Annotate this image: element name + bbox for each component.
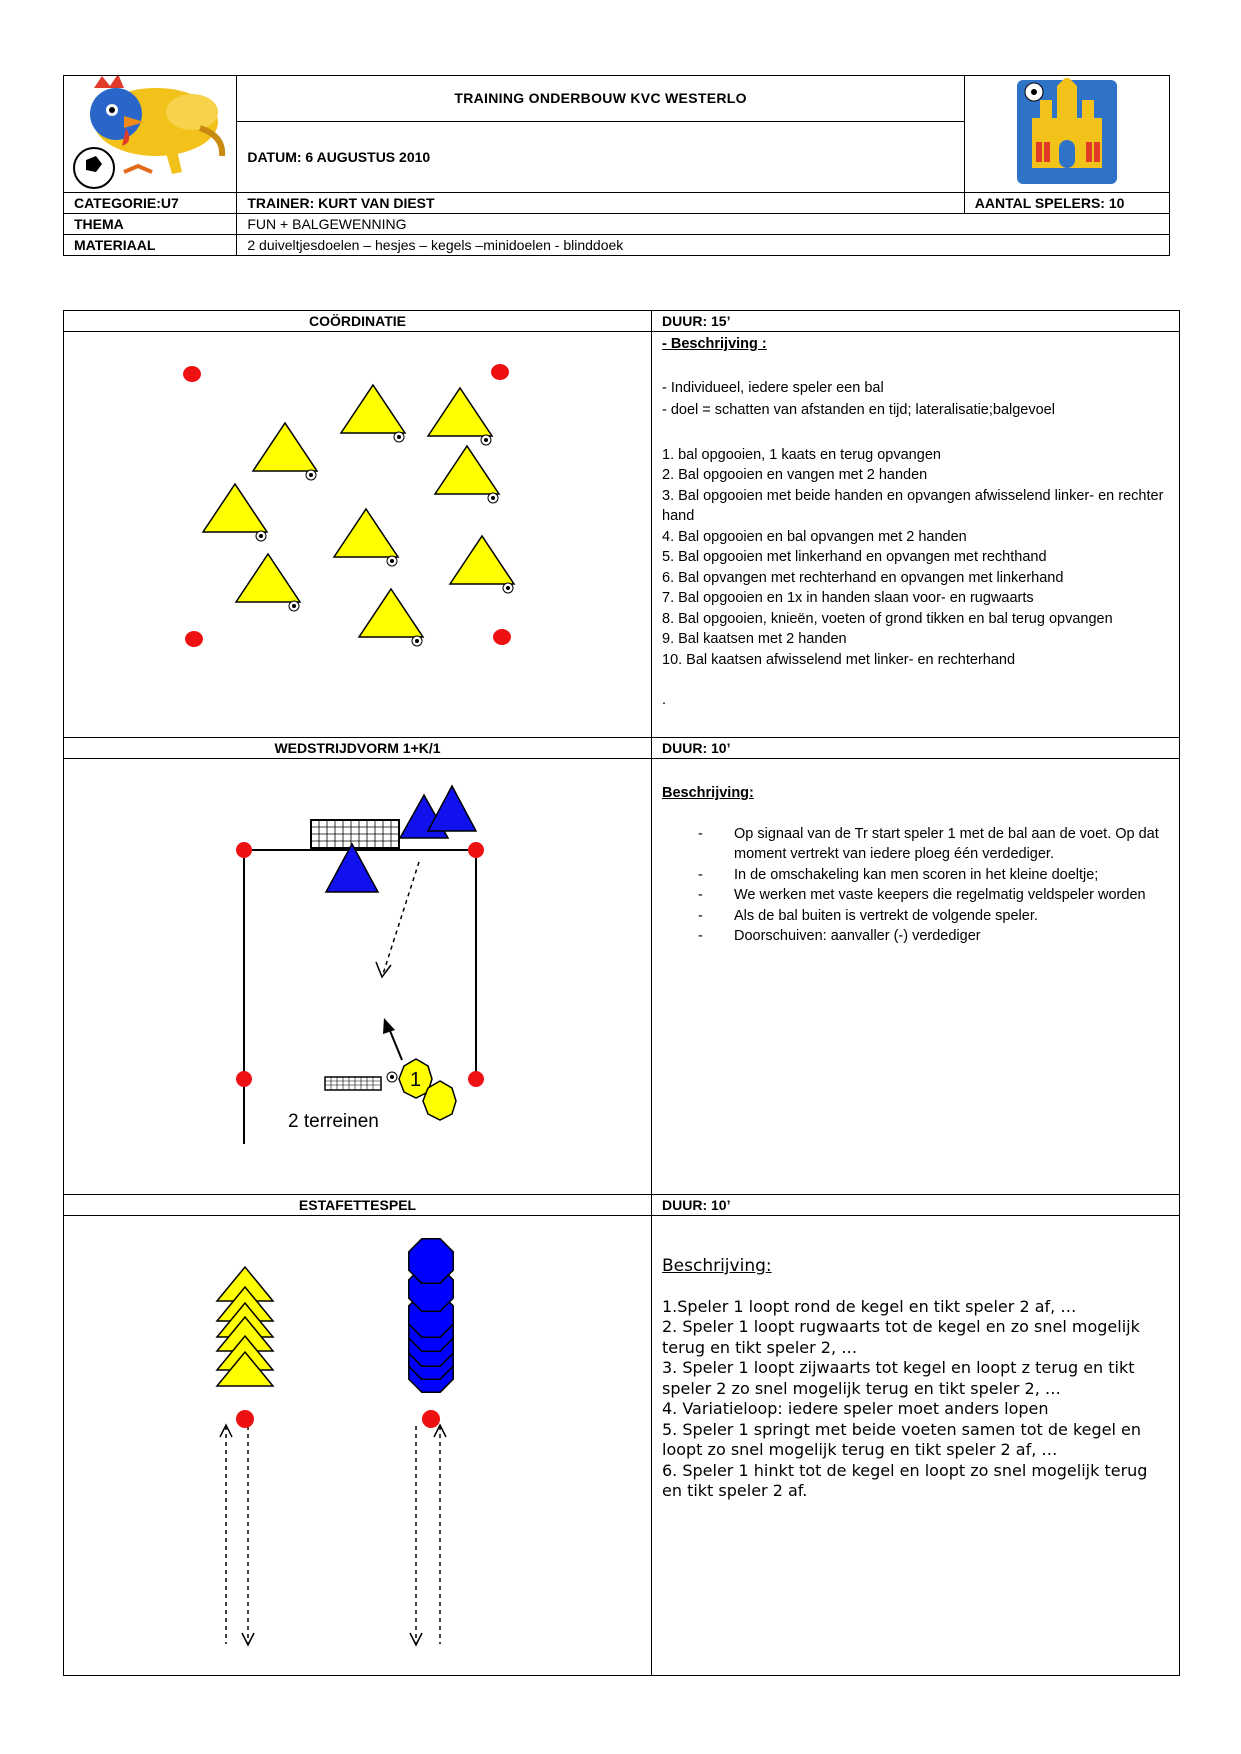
thema-label: THEMA xyxy=(64,214,237,235)
list-item: - Doorschuiven: aanvaller (-) verdediger xyxy=(734,926,1169,947)
datum-field: DATUM: 6 AUGUSTUS 2010 xyxy=(237,121,964,192)
list-item: - Als de bal buiten is vertrekt de volgende speler. xyxy=(734,906,1169,927)
red-marker xyxy=(236,1410,254,1428)
materiaal-value: 2 duiveltjesdoelen – hesjes – kegels –minidoelen - blinddoek xyxy=(237,235,1170,256)
cone-icon xyxy=(253,423,317,471)
list-item: 5. Bal opgooien met linkerhand en opvangen met rechthand xyxy=(662,549,1047,565)
red-marker xyxy=(236,1071,252,1087)
list-item: 7. Bal opgooien en 1x in handen slaan voor- en rugwaarts xyxy=(662,590,1034,606)
list-item: 6. Speler 1 hinkt tot de kegel en loopt zo snel mogelijk terug en tikt speler 2 af. xyxy=(662,1460,1148,1500)
ball-icon xyxy=(503,583,513,593)
trainer-field: TRAINER: KURT VAN DIEST xyxy=(237,193,964,214)
list-item: 1. bal opgooien, 1 kaats en terug opvangen xyxy=(662,446,941,463)
red-marker xyxy=(185,631,203,647)
cone-icon xyxy=(334,509,398,557)
section-description xyxy=(652,759,1180,1195)
description-list xyxy=(662,824,1169,947)
list-item: 1.Speler 1 loopt rond de kegel en tikt speler 2 af, … xyxy=(662,1296,1077,1316)
list-item: 6. Bal opvangen met rechterhand en opvangen met linkerhand xyxy=(662,569,1064,586)
crest-cell xyxy=(964,76,1169,193)
red-marker xyxy=(236,842,252,858)
red-marker xyxy=(183,366,201,382)
list-item: 9. Bal kaatsen met 2 handen xyxy=(662,631,847,647)
section-description xyxy=(652,332,1180,738)
goal-icon xyxy=(311,820,399,848)
description-heading: Beschrijving: xyxy=(662,1256,772,1276)
player-number: 1 xyxy=(410,1069,422,1091)
coordinatie-diagram xyxy=(64,332,651,732)
page-title: TRAINING ONDERBOUW KVC WESTERLO xyxy=(237,76,964,122)
red-marker xyxy=(491,364,509,380)
red-marker xyxy=(493,629,511,645)
ball-icon xyxy=(394,432,404,442)
section-title: WEDSTRIJDVORM 1+K/1 xyxy=(64,738,652,759)
section-duration: DUUR: 15’ xyxy=(652,311,1180,332)
goal-icon xyxy=(325,1077,381,1090)
estafette-diagram xyxy=(64,1216,651,1670)
list-item: 5. Speler 1 springt met beide voeten samen tot de kegel en loopt zo snel mogelijk terug en tikt speler 2 af, … xyxy=(662,1419,1142,1459)
section-title: ESTAFETTESPEL xyxy=(64,1195,652,1216)
red-marker xyxy=(422,1410,440,1428)
cone-icon xyxy=(428,388,492,436)
westerlo-crest-logo xyxy=(1012,78,1122,188)
cone-icon xyxy=(203,484,267,532)
diagram-caption: 2 terreinen xyxy=(288,1111,379,1132)
list-item: 3. Bal opgooien met beide handen en opvangen afwisselend linker- en rechter hand xyxy=(662,487,1164,524)
list-item: 8. Bal opgooien, knieën, voeten of grond tikken en bal terug opvangen xyxy=(662,610,1113,627)
player-octagon xyxy=(409,1239,453,1283)
header-table xyxy=(63,75,1170,256)
estafette-diagram-cell xyxy=(64,1216,652,1676)
section-description xyxy=(652,1216,1180,1676)
red-marker xyxy=(468,842,484,858)
list-item: - Op signaal van de Tr start speler 1 met de bal aan de voet. Op dat moment vertrekt van iedere ploeg één verdediger. xyxy=(734,824,1169,865)
cone-icon xyxy=(450,536,514,584)
list-item: 3. Speler 1 loopt zijwaarts tot kegel en loopt z terug en tikt speler 2 zo snel mogelijk terug en tikt speler 2, … xyxy=(662,1358,1135,1398)
aantal-spelers-field: AANTAL SPELERS: 10 xyxy=(964,193,1169,214)
cone-icon xyxy=(236,554,300,602)
description-intro: - doel = schatten van afstanden en tijd; lateralisatie;balgevoel xyxy=(662,402,1055,418)
mascot-cell xyxy=(64,76,237,193)
cone-icon xyxy=(435,446,499,494)
description-trailer: . xyxy=(662,692,667,708)
list-item: 4. Bal opgooien en bal opvangen met 2 handen xyxy=(662,528,967,545)
ball-icon xyxy=(481,435,491,445)
exercises-table xyxy=(63,310,1180,1676)
description-heading: Beschrijving: xyxy=(662,785,754,801)
ball-icon xyxy=(306,470,316,480)
wedstrijdvorm-diagram-cell xyxy=(64,759,652,1195)
ball-icon xyxy=(256,531,266,541)
ball-icon xyxy=(412,636,422,646)
list-item: - We werken met vaste keepers die regelmatig veldspeler worden xyxy=(734,885,1169,906)
coordinatie-diagram-cell xyxy=(64,332,652,738)
list-item: - In de omschakeling kan men scoren in het kleine doeltje; xyxy=(734,865,1169,886)
ball-icon xyxy=(289,601,299,611)
ball-icon xyxy=(488,493,498,503)
description-heading: - Beschrijving : xyxy=(662,336,767,352)
rooster-mascot-logo xyxy=(64,76,232,189)
list-item: 2. Bal opgooien en vangen met 2 handen xyxy=(662,467,928,483)
cone-icon xyxy=(326,844,378,892)
section-title: COÖRDINATIE xyxy=(64,311,652,332)
categorie-field: CATEGORIE:U7 xyxy=(64,193,237,214)
description-intro: - Individueel, iedere speler een bal xyxy=(662,379,884,396)
section-duration: DUUR: 10’ xyxy=(652,1195,1180,1216)
wedstrijdvorm-diagram xyxy=(64,759,651,1189)
list-item: 2. Speler 1 loopt rugwaarts tot de kegel en zo snel mogelijk terug en tikt speler 2, … xyxy=(662,1317,1140,1357)
cone-icon xyxy=(341,385,405,433)
cone-icon xyxy=(359,589,423,637)
thema-value: FUN + BALGEWENNING xyxy=(237,214,1170,235)
list-item: 10. Bal kaatsen afwisselend met linker- en rechterhand xyxy=(662,651,1016,668)
red-marker xyxy=(468,1071,484,1087)
ball-icon xyxy=(387,556,397,566)
section-duration: DUUR: 10’ xyxy=(652,738,1180,759)
materiaal-label: MATERIAAL xyxy=(64,235,237,256)
list-item: 4. Variatieloop: iedere speler moet anders lopen xyxy=(662,1399,1049,1418)
ball-icon xyxy=(387,1072,397,1082)
cone-icon xyxy=(428,786,476,831)
